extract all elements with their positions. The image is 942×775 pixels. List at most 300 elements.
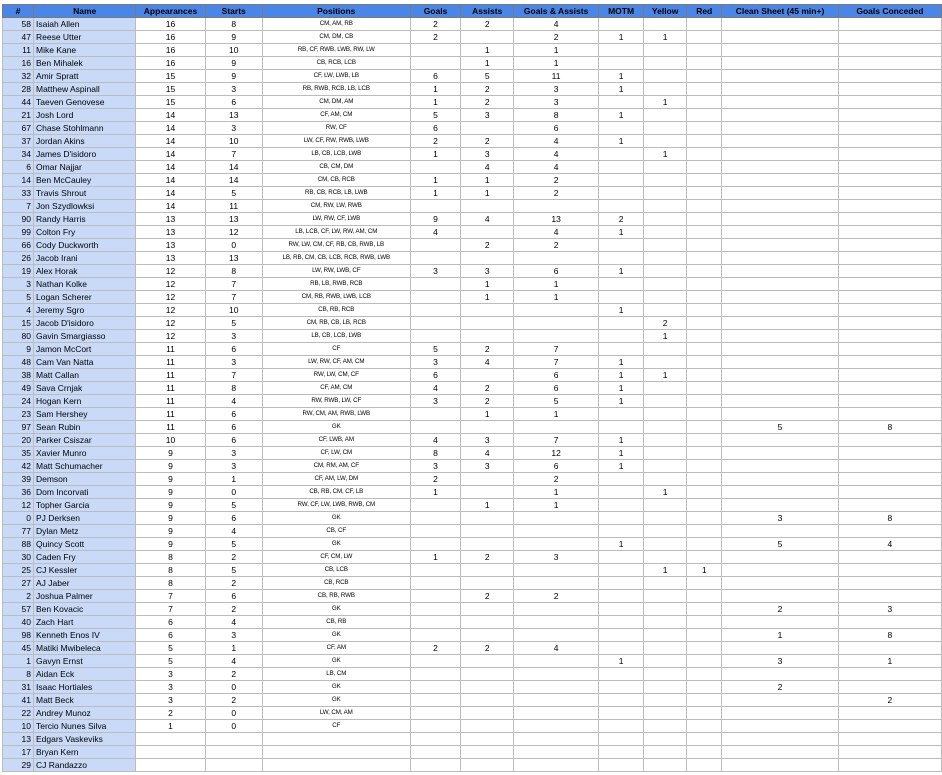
cell-starts[interactable]: 8 — [205, 265, 262, 278]
cell-name[interactable]: Gavin Smargiasso — [33, 330, 135, 343]
cell-positions[interactable]: RW, CF, LW, LWB, RWB, CM — [262, 499, 410, 512]
cell-motm[interactable] — [599, 629, 644, 642]
cell-red[interactable] — [687, 538, 722, 551]
cell-number[interactable]: 30 — [3, 551, 34, 564]
cell-assists[interactable] — [461, 733, 514, 746]
cell-red[interactable] — [687, 434, 722, 447]
cell-motm[interactable]: 1 — [599, 447, 644, 460]
cell-goals-conceded[interactable] — [838, 408, 941, 421]
cell-name[interactable]: Logan Scherer — [33, 291, 135, 304]
cell-red[interactable] — [687, 499, 722, 512]
cell-goals-conceded[interactable] — [838, 733, 941, 746]
cell-red[interactable] — [687, 343, 722, 356]
cell-yellow[interactable] — [644, 291, 687, 304]
cell-assists[interactable] — [461, 330, 514, 343]
cell-goals-assists[interactable] — [514, 421, 599, 434]
cell-positions[interactable]: LB, LCB, CF, LW, RW, AM, CM — [262, 226, 410, 239]
cell-positions[interactable]: CF, AM, LW, DM — [262, 473, 410, 486]
cell-assists[interactable]: 2 — [461, 382, 514, 395]
cell-appearances[interactable]: 9 — [136, 473, 205, 486]
cell-goals-conceded[interactable] — [838, 551, 941, 564]
cell-appearances[interactable] — [136, 746, 205, 759]
cell-number[interactable]: 32 — [3, 70, 34, 83]
cell-name[interactable]: Taeven Genovese — [33, 96, 135, 109]
cell-yellow[interactable] — [644, 161, 687, 174]
cell-goals-assists[interactable]: 1 — [514, 57, 599, 70]
cell-appearances[interactable]: 12 — [136, 330, 205, 343]
cell-clean-sheet[interactable]: 3 — [722, 512, 839, 525]
cell-positions[interactable]: RB, RWB, RCB, LB, LCB — [262, 83, 410, 96]
cell-number[interactable]: 67 — [3, 122, 34, 135]
cell-goals-conceded[interactable] — [838, 460, 941, 473]
cell-goals-conceded[interactable] — [838, 31, 941, 44]
cell-goals-conceded[interactable] — [838, 356, 941, 369]
cell-goals[interactable] — [410, 239, 461, 252]
cell-assists[interactable]: 4 — [461, 161, 514, 174]
cell-starts[interactable]: 3 — [205, 356, 262, 369]
cell-number[interactable]: 58 — [3, 18, 34, 31]
cell-goals-assists[interactable]: 4 — [514, 135, 599, 148]
cell-starts[interactable]: 13 — [205, 252, 262, 265]
cell-red[interactable] — [687, 759, 722, 772]
cell-appearances[interactable]: 14 — [136, 135, 205, 148]
cell-appearances[interactable]: 6 — [136, 629, 205, 642]
cell-clean-sheet[interactable] — [722, 720, 839, 733]
cell-red[interactable] — [687, 668, 722, 681]
cell-positions[interactable] — [262, 759, 410, 772]
cell-red[interactable] — [687, 317, 722, 330]
cell-goals-conceded[interactable] — [838, 486, 941, 499]
cell-starts[interactable]: 1 — [205, 642, 262, 655]
cell-yellow[interactable] — [644, 213, 687, 226]
cell-number[interactable]: 36 — [3, 486, 34, 499]
cell-goals[interactable] — [410, 161, 461, 174]
cell-goals-conceded[interactable] — [838, 642, 941, 655]
cell-number[interactable]: 31 — [3, 681, 34, 694]
cell-goals-assists[interactable]: 6 — [514, 369, 599, 382]
cell-starts[interactable]: 5 — [205, 187, 262, 200]
cell-name[interactable]: Travis Shrout — [33, 187, 135, 200]
cell-goals[interactable]: 3 — [410, 395, 461, 408]
cell-starts[interactable]: 8 — [205, 18, 262, 31]
cell-red[interactable] — [687, 226, 722, 239]
cell-positions[interactable]: RW, LW, CM, CF — [262, 369, 410, 382]
cell-clean-sheet[interactable] — [722, 122, 839, 135]
cell-yellow[interactable] — [644, 421, 687, 434]
cell-clean-sheet[interactable] — [722, 83, 839, 96]
cell-clean-sheet[interactable] — [722, 460, 839, 473]
cell-goals[interactable]: 1 — [410, 148, 461, 161]
cell-clean-sheet[interactable] — [722, 616, 839, 629]
cell-goals[interactable] — [410, 330, 461, 343]
cell-red[interactable] — [687, 213, 722, 226]
cell-assists[interactable] — [461, 525, 514, 538]
cell-starts[interactable]: 2 — [205, 551, 262, 564]
cell-motm[interactable] — [599, 564, 644, 577]
cell-goals-assists[interactable]: 7 — [514, 343, 599, 356]
cell-name[interactable]: Gavyn Ernst — [33, 655, 135, 668]
cell-appearances[interactable]: 10 — [136, 434, 205, 447]
cell-assists[interactable]: 2 — [461, 96, 514, 109]
cell-goals[interactable]: 2 — [410, 642, 461, 655]
cell-goals[interactable] — [410, 707, 461, 720]
cell-motm[interactable] — [599, 642, 644, 655]
cell-clean-sheet[interactable] — [722, 304, 839, 317]
cell-name[interactable]: Sava Crnjak — [33, 382, 135, 395]
cell-motm[interactable] — [599, 174, 644, 187]
cell-goals-conceded[interactable] — [838, 499, 941, 512]
cell-goals-assists[interactable]: 1 — [514, 44, 599, 57]
cell-assists[interactable]: 1 — [461, 408, 514, 421]
cell-name[interactable]: Alex Horak — [33, 265, 135, 278]
cell-goals-conceded[interactable] — [838, 148, 941, 161]
cell-number[interactable]: 20 — [3, 434, 34, 447]
cell-number[interactable]: 40 — [3, 616, 34, 629]
cell-motm[interactable] — [599, 330, 644, 343]
cell-appearances[interactable]: 11 — [136, 408, 205, 421]
cell-name[interactable]: James D'isidoro — [33, 148, 135, 161]
cell-clean-sheet[interactable] — [722, 278, 839, 291]
cell-goals[interactable] — [410, 590, 461, 603]
cell-positions[interactable]: LB, CM — [262, 668, 410, 681]
cell-appearances[interactable]: 15 — [136, 83, 205, 96]
cell-yellow[interactable]: 1 — [644, 369, 687, 382]
cell-goals[interactable] — [410, 629, 461, 642]
cell-red[interactable] — [687, 629, 722, 642]
cell-number[interactable]: 24 — [3, 395, 34, 408]
cell-goals[interactable]: 1 — [410, 83, 461, 96]
cell-goals-assists[interactable]: 11 — [514, 70, 599, 83]
cell-motm[interactable]: 1 — [599, 382, 644, 395]
cell-motm[interactable] — [599, 408, 644, 421]
cell-starts[interactable]: 9 — [205, 57, 262, 70]
cell-clean-sheet[interactable] — [722, 590, 839, 603]
cell-motm[interactable] — [599, 252, 644, 265]
cell-goals-assists[interactable]: 2 — [514, 590, 599, 603]
cell-motm[interactable] — [599, 44, 644, 57]
cell-yellow[interactable] — [644, 694, 687, 707]
cell-appearances[interactable]: 13 — [136, 239, 205, 252]
cell-number[interactable]: 88 — [3, 538, 34, 551]
cell-positions[interactable]: RB, CB, RCB, LB, LWB — [262, 187, 410, 200]
cell-name[interactable]: Josh Lord — [33, 109, 135, 122]
cell-name[interactable]: Topher Garcia — [33, 499, 135, 512]
cell-assists[interactable]: 4 — [461, 356, 514, 369]
cell-motm[interactable] — [599, 96, 644, 109]
cell-motm[interactable] — [599, 499, 644, 512]
cell-positions[interactable]: GK — [262, 681, 410, 694]
cell-goals-conceded[interactable] — [838, 213, 941, 226]
cell-assists[interactable]: 1 — [461, 499, 514, 512]
cell-assists[interactable]: 4 — [461, 213, 514, 226]
cell-assists[interactable] — [461, 694, 514, 707]
cell-goals[interactable] — [410, 603, 461, 616]
cell-goals-assists[interactable] — [514, 525, 599, 538]
cell-assists[interactable] — [461, 304, 514, 317]
cell-clean-sheet[interactable] — [722, 291, 839, 304]
cell-goals[interactable] — [410, 421, 461, 434]
cell-appearances[interactable]: 12 — [136, 291, 205, 304]
cell-positions[interactable]: LW, CM, AM — [262, 707, 410, 720]
cell-clean-sheet[interactable] — [722, 369, 839, 382]
cell-yellow[interactable] — [644, 629, 687, 642]
cell-starts[interactable]: 3 — [205, 460, 262, 473]
cell-starts[interactable]: 1 — [205, 473, 262, 486]
cell-goals[interactable] — [410, 44, 461, 57]
cell-number[interactable]: 3 — [3, 278, 34, 291]
cell-red[interactable] — [687, 408, 722, 421]
cell-assists[interactable]: 1 — [461, 174, 514, 187]
cell-motm[interactable] — [599, 707, 644, 720]
cell-clean-sheet[interactable] — [722, 44, 839, 57]
cell-goals-conceded[interactable] — [838, 759, 941, 772]
cell-red[interactable] — [687, 304, 722, 317]
cell-appearances[interactable]: 14 — [136, 161, 205, 174]
cell-starts[interactable]: 0 — [205, 681, 262, 694]
cell-appearances[interactable]: 9 — [136, 512, 205, 525]
cell-goals[interactable]: 1 — [410, 174, 461, 187]
cell-appearances[interactable]: 5 — [136, 655, 205, 668]
cell-number[interactable]: 25 — [3, 564, 34, 577]
cell-motm[interactable]: 1 — [599, 460, 644, 473]
cell-starts[interactable] — [205, 759, 262, 772]
cell-yellow[interactable] — [644, 200, 687, 213]
cell-name[interactable]: Cam Van Natta — [33, 356, 135, 369]
cell-goals[interactable]: 6 — [410, 369, 461, 382]
cell-goals-conceded[interactable] — [838, 44, 941, 57]
cell-assists[interactable]: 5 — [461, 70, 514, 83]
cell-goals-conceded[interactable] — [838, 395, 941, 408]
cell-red[interactable] — [687, 122, 722, 135]
cell-red[interactable] — [687, 603, 722, 616]
header-number[interactable]: # — [3, 5, 34, 18]
cell-red[interactable] — [687, 44, 722, 57]
cell-motm[interactable]: 2 — [599, 213, 644, 226]
cell-goals-assists[interactable] — [514, 538, 599, 551]
cell-goals-assists[interactable]: 3 — [514, 83, 599, 96]
cell-goals-conceded[interactable] — [838, 57, 941, 70]
cell-starts[interactable] — [205, 746, 262, 759]
cell-clean-sheet[interactable] — [722, 57, 839, 70]
cell-name[interactable]: Sean Rubin — [33, 421, 135, 434]
cell-goals-assists[interactable]: 6 — [514, 265, 599, 278]
cell-starts[interactable]: 9 — [205, 31, 262, 44]
cell-yellow[interactable] — [644, 252, 687, 265]
cell-motm[interactable]: 1 — [599, 109, 644, 122]
cell-motm[interactable] — [599, 291, 644, 304]
cell-red[interactable] — [687, 512, 722, 525]
cell-goals-assists[interactable] — [514, 733, 599, 746]
cell-goals-conceded[interactable] — [838, 330, 941, 343]
cell-clean-sheet[interactable] — [722, 707, 839, 720]
cell-number[interactable]: 27 — [3, 577, 34, 590]
cell-clean-sheet[interactable] — [722, 135, 839, 148]
cell-goals-conceded[interactable]: 3 — [838, 603, 941, 616]
cell-number[interactable]: 98 — [3, 629, 34, 642]
cell-assists[interactable]: 2 — [461, 642, 514, 655]
cell-appearances[interactable]: 2 — [136, 707, 205, 720]
cell-assists[interactable] — [461, 746, 514, 759]
cell-clean-sheet[interactable] — [722, 200, 839, 213]
cell-number[interactable]: 11 — [3, 44, 34, 57]
cell-assists[interactable] — [461, 629, 514, 642]
cell-starts[interactable]: 4 — [205, 395, 262, 408]
cell-assists[interactable] — [461, 577, 514, 590]
cell-yellow[interactable] — [644, 434, 687, 447]
cell-positions[interactable]: LW, RW, CF, AM, CM — [262, 356, 410, 369]
cell-clean-sheet[interactable] — [722, 668, 839, 681]
cell-red[interactable] — [687, 720, 722, 733]
cell-number[interactable]: 77 — [3, 525, 34, 538]
cell-starts[interactable]: 0 — [205, 239, 262, 252]
cell-clean-sheet[interactable] — [722, 31, 839, 44]
cell-clean-sheet[interactable] — [722, 356, 839, 369]
cell-appearances[interactable]: 1 — [136, 720, 205, 733]
cell-starts[interactable]: 10 — [205, 304, 262, 317]
cell-appearances[interactable]: 3 — [136, 694, 205, 707]
cell-number[interactable]: 9 — [3, 343, 34, 356]
cell-clean-sheet[interactable]: 2 — [722, 603, 839, 616]
cell-starts[interactable]: 2 — [205, 668, 262, 681]
cell-motm[interactable] — [599, 187, 644, 200]
cell-goals[interactable] — [410, 655, 461, 668]
cell-motm[interactable] — [599, 512, 644, 525]
cell-clean-sheet[interactable] — [722, 148, 839, 161]
cell-name[interactable]: Andrey Munoz — [33, 707, 135, 720]
cell-assists[interactable] — [461, 603, 514, 616]
cell-clean-sheet[interactable] — [722, 642, 839, 655]
cell-starts[interactable]: 6 — [205, 512, 262, 525]
cell-assists[interactable] — [461, 317, 514, 330]
cell-assists[interactable] — [461, 486, 514, 499]
cell-goals-assists[interactable]: 8 — [514, 109, 599, 122]
cell-motm[interactable] — [599, 317, 644, 330]
cell-clean-sheet[interactable] — [722, 213, 839, 226]
cell-name[interactable]: Jacob D'isidoro — [33, 317, 135, 330]
cell-appearances[interactable]: 14 — [136, 187, 205, 200]
cell-goals-conceded[interactable] — [838, 239, 941, 252]
header-goals[interactable]: Goals — [410, 5, 461, 18]
cell-goals-conceded[interactable] — [838, 135, 941, 148]
cell-goals-conceded[interactable] — [838, 590, 941, 603]
cell-red[interactable] — [687, 746, 722, 759]
cell-appearances[interactable] — [136, 759, 205, 772]
cell-motm[interactable]: 1 — [599, 31, 644, 44]
cell-clean-sheet[interactable]: 5 — [722, 421, 839, 434]
cell-goals-assists[interactable]: 7 — [514, 356, 599, 369]
cell-goals-conceded[interactable] — [838, 577, 941, 590]
cell-number[interactable]: 29 — [3, 759, 34, 772]
cell-assists[interactable]: 2 — [461, 395, 514, 408]
cell-goals[interactable]: 6 — [410, 122, 461, 135]
cell-clean-sheet[interactable] — [722, 759, 839, 772]
cell-yellow[interactable] — [644, 174, 687, 187]
cell-red[interactable] — [687, 83, 722, 96]
cell-red[interactable] — [687, 174, 722, 187]
cell-appearances[interactable]: 16 — [136, 44, 205, 57]
cell-starts[interactable] — [205, 733, 262, 746]
cell-motm[interactable]: 1 — [599, 356, 644, 369]
cell-goals-assists[interactable] — [514, 668, 599, 681]
cell-motm[interactable] — [599, 694, 644, 707]
cell-goals[interactable]: 9 — [410, 213, 461, 226]
cell-goals[interactable] — [410, 720, 461, 733]
cell-goals-conceded[interactable] — [838, 109, 941, 122]
cell-name[interactable]: CJ Kessler — [33, 564, 135, 577]
cell-name[interactable]: Matiki Mwibeleca — [33, 642, 135, 655]
cell-starts[interactable]: 4 — [205, 655, 262, 668]
cell-clean-sheet[interactable] — [722, 161, 839, 174]
cell-yellow[interactable] — [644, 447, 687, 460]
cell-clean-sheet[interactable]: 3 — [722, 655, 839, 668]
cell-positions[interactable]: GK — [262, 603, 410, 616]
cell-clean-sheet[interactable] — [722, 408, 839, 421]
cell-goals-assists[interactable]: 6 — [514, 460, 599, 473]
cell-appearances[interactable]: 8 — [136, 551, 205, 564]
cell-goals-conceded[interactable]: 1 — [838, 655, 941, 668]
cell-assists[interactable] — [461, 564, 514, 577]
cell-number[interactable]: 1 — [3, 655, 34, 668]
cell-starts[interactable]: 8 — [205, 382, 262, 395]
cell-starts[interactable]: 5 — [205, 499, 262, 512]
cell-goals[interactable]: 4 — [410, 226, 461, 239]
cell-positions[interactable]: CM, CB, RCB — [262, 174, 410, 187]
cell-number[interactable]: 12 — [3, 499, 34, 512]
cell-yellow[interactable] — [644, 707, 687, 720]
cell-appearances[interactable]: 9 — [136, 499, 205, 512]
cell-goals-assists[interactable]: 6 — [514, 122, 599, 135]
cell-starts[interactable]: 10 — [205, 44, 262, 57]
cell-motm[interactable] — [599, 681, 644, 694]
cell-positions[interactable]: CM, DM, AM — [262, 96, 410, 109]
cell-clean-sheet[interactable] — [722, 434, 839, 447]
cell-yellow[interactable] — [644, 356, 687, 369]
cell-appearances[interactable]: 16 — [136, 18, 205, 31]
cell-goals-assists[interactable]: 1 — [514, 278, 599, 291]
cell-number[interactable]: 97 — [3, 421, 34, 434]
cell-goals-assists[interactable]: 7 — [514, 434, 599, 447]
cell-yellow[interactable] — [644, 57, 687, 70]
cell-motm[interactable] — [599, 746, 644, 759]
cell-goals-assists[interactable]: 2 — [514, 31, 599, 44]
cell-starts[interactable]: 3 — [205, 629, 262, 642]
cell-positions[interactable]: CB, CM, DM — [262, 161, 410, 174]
cell-positions[interactable]: CB, RB, RWB — [262, 590, 410, 603]
cell-goals-assists[interactable]: 1 — [514, 408, 599, 421]
cell-motm[interactable]: 1 — [599, 226, 644, 239]
cell-goals[interactable]: 5 — [410, 343, 461, 356]
cell-motm[interactable]: 1 — [599, 395, 644, 408]
cell-name[interactable]: Colton Fry — [33, 226, 135, 239]
cell-name[interactable]: Edgars Vaskeviks — [33, 733, 135, 746]
cell-starts[interactable]: 0 — [205, 486, 262, 499]
cell-number[interactable]: 34 — [3, 148, 34, 161]
cell-appearances[interactable]: 9 — [136, 525, 205, 538]
cell-goals[interactable] — [410, 525, 461, 538]
cell-name[interactable]: Ben McCauley — [33, 174, 135, 187]
cell-clean-sheet[interactable] — [722, 395, 839, 408]
cell-goals-assists[interactable]: 1 — [514, 291, 599, 304]
cell-goals-assists[interactable]: 1 — [514, 499, 599, 512]
cell-red[interactable] — [687, 356, 722, 369]
cell-motm[interactable] — [599, 486, 644, 499]
cell-clean-sheet[interactable] — [722, 70, 839, 83]
cell-goals[interactable]: 1 — [410, 551, 461, 564]
cell-appearances[interactable]: 12 — [136, 317, 205, 330]
cell-starts[interactable]: 6 — [205, 590, 262, 603]
cell-appearances[interactable]: 9 — [136, 538, 205, 551]
cell-yellow[interactable] — [644, 382, 687, 395]
